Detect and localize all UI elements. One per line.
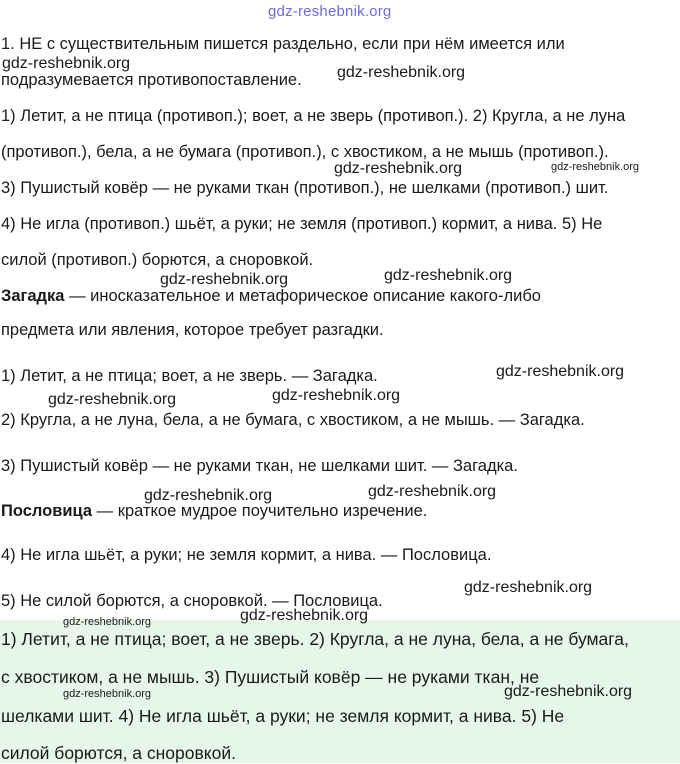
rule-line-1: 1. НЕ с существительным пишется раздельно, если при нём имеется или [1, 35, 565, 53]
example-line-5: силой (противоп.) борются, а сноровкой. [1, 251, 314, 269]
example-line-4: 4) Не игла (противоп.) шьёт, а руки; не земля (противоп.) кормит, а нива. 5) Не [1, 215, 603, 233]
watermark: gdz-reshebnik.org [160, 271, 289, 288]
answer-line-3: шелками шит. 4) Не игла шьёт, а руки; не земля кормит, а нива. 5) Не [1, 706, 565, 726]
watermark: gdz-reshebnik.org [240, 607, 369, 624]
riddle-definition-line-2: предмета или явления, которое требует разгадки. [1, 321, 384, 339]
riddle-item-2: 2) Кругла, а не луна, бела, а не бумага, с хвостиком, а не мышь. — Загадка. [1, 411, 585, 429]
watermark: gdz-reshebnik.org [337, 64, 466, 81]
answer-line-4: силой борются, а сноровкой. [1, 743, 237, 763]
proverb-term: Пословица [1, 502, 93, 520]
watermark: gdz-reshebnik.org [551, 161, 640, 173]
watermark: gdz-reshebnik.org [144, 487, 273, 504]
answer-line-2: с хвостиком, а не мышь. 3) Пушистый ковёр — не руками ткан, не [1, 667, 540, 687]
watermark: gdz-reshebnik.org [334, 160, 463, 177]
riddle-term: Загадка [1, 287, 65, 305]
watermark: gdz-reshebnik.org [2, 55, 131, 72]
watermark: gdz-reshebnik.org [384, 267, 513, 284]
watermark: gdz-reshebnik.org [464, 579, 593, 596]
proverb-item-4: 4) Не игла шьёт, а руки; не земля кормит, а нива. — Пословица. [1, 546, 492, 564]
riddle-definition [1, 286, 541, 306]
watermark: gdz-reshebnik.org [63, 616, 152, 628]
watermark: gdz-reshebnik.org [368, 483, 497, 500]
proverb-item-5: 5) Не силой борются, а сноровкой. — Пословица. [1, 592, 383, 610]
watermark: gdz-reshebnik.org [496, 363, 625, 380]
riddle-item-1: 1) Летит, а не птица; воет, а не зверь. — Загадка. [1, 367, 378, 385]
proverb-definition-text: — краткое мудрое поучительно изречение. [92, 502, 428, 520]
rule-line-2: подразумевается противопоставление. [1, 71, 302, 89]
example-line-3: 3) Пушистый ковёр — не руками ткан (противоп.), не шелками (противоп.) шит. [1, 179, 609, 197]
watermark: gdz-reshebnik.org [48, 391, 177, 408]
watermark: gdz-reshebnik.org [63, 688, 152, 700]
site-header-watermark: gdz-reshebnik.org [268, 3, 392, 20]
watermark: gdz-reshebnik.org [272, 387, 401, 404]
riddle-definition-text: — иносказательное и метафорическое описание какого-либо [64, 287, 541, 305]
example-line-2: (противоп.), бела, а не бумага (противоп.), с хвостиком, а не мышь (противоп.). [1, 143, 609, 161]
watermark: gdz-reshebnik.org [504, 683, 633, 700]
example-line-1: 1) Летит, а не птица (противоп.); воет, а не зверь (противоп.). 2) Кругла, а не луна [1, 107, 626, 125]
answer-line-1: 1) Летит, а не птица; воет, а не зверь. 2) Кругла, а не луна, бела, а не бумага, [1, 629, 629, 649]
riddle-item-3: 3) Пушистый ковёр — не руками ткан, не шелками шит. — Загадка. [1, 457, 518, 475]
